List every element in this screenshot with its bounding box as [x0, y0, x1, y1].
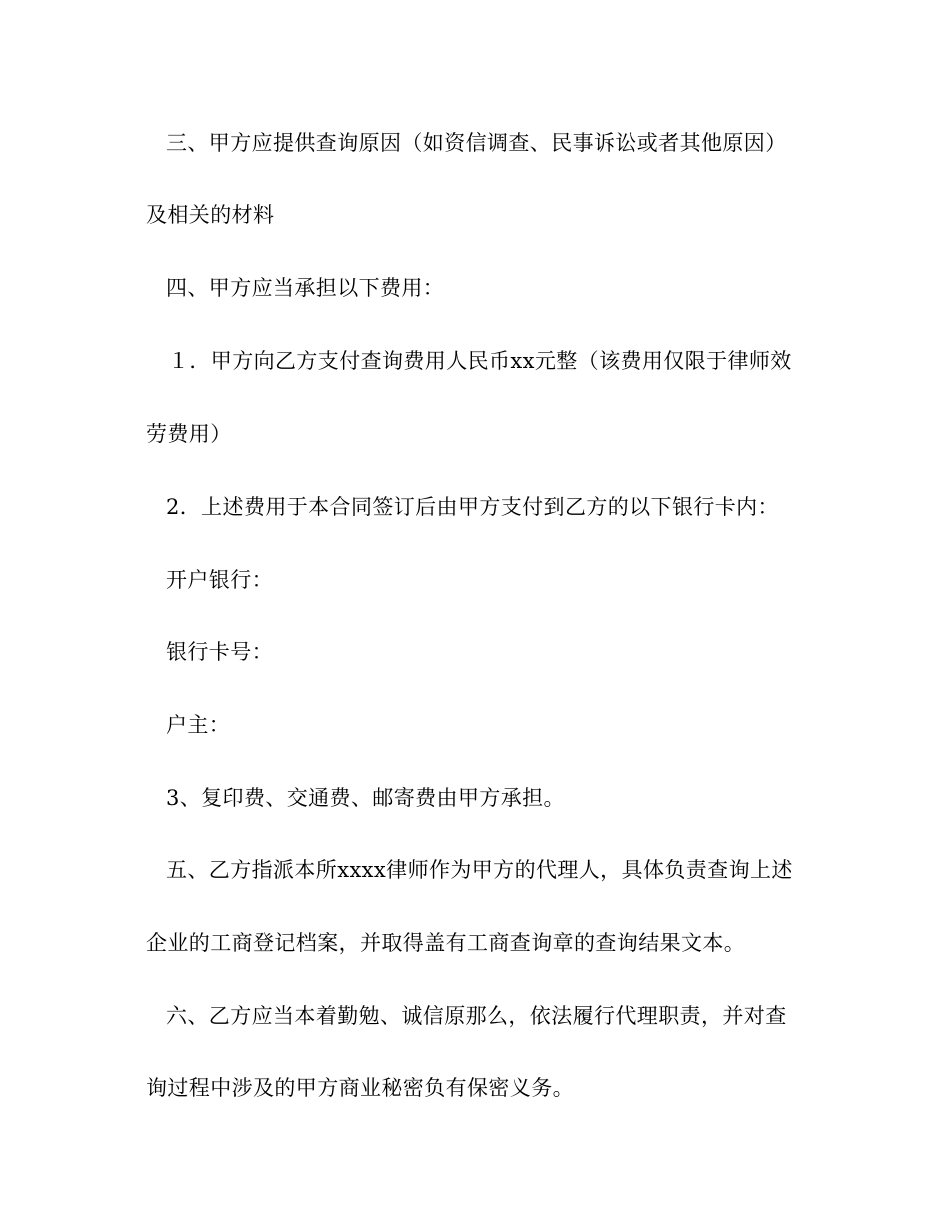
clause-4-item-1-line-1: １．甲方向乙方支付查询费用人民币xx元整（该费用仅限于律师效 [168, 349, 792, 373]
clause-4-heading: 四、甲方应当承担以下费用： [166, 276, 445, 300]
bank-name-field: 开户银行： [166, 568, 273, 592]
clause-5-line-1: 五、乙方指派本所xxxx律师作为甲方的代理人，具体负责查询上述 [166, 858, 793, 882]
clause-4-item-2: 2．上述费用于本合同签订后由甲方支付到乙方的以下银行卡内： [166, 495, 779, 519]
clause-6-line-1: 六、乙方应当本着勤勉、诚信原那么，依法履行代理职责，并对查 [166, 1004, 787, 1028]
clause-3-line-1: 三、甲方应提供查询原因（如资信调查、民事诉讼或者其他原因） [166, 131, 787, 155]
account-holder-field: 户主： [166, 713, 231, 737]
clause-4-item-1-line-2: 劳费用） [146, 422, 232, 446]
clause-3-line-2: 及相关的材料 [146, 203, 275, 227]
clause-5-line-2: 企业的工商登记档案，并取得盖有工商查询章的查询结果文本。 [146, 931, 746, 955]
clause-6-line-2: 询过程中涉及的甲方商业秘密负有保密义务。 [146, 1076, 574, 1100]
clause-4-item-3: 3、复印费、交通费、邮寄费由甲方承担。 [166, 786, 565, 810]
card-number-field: 银行卡号： [166, 640, 273, 664]
